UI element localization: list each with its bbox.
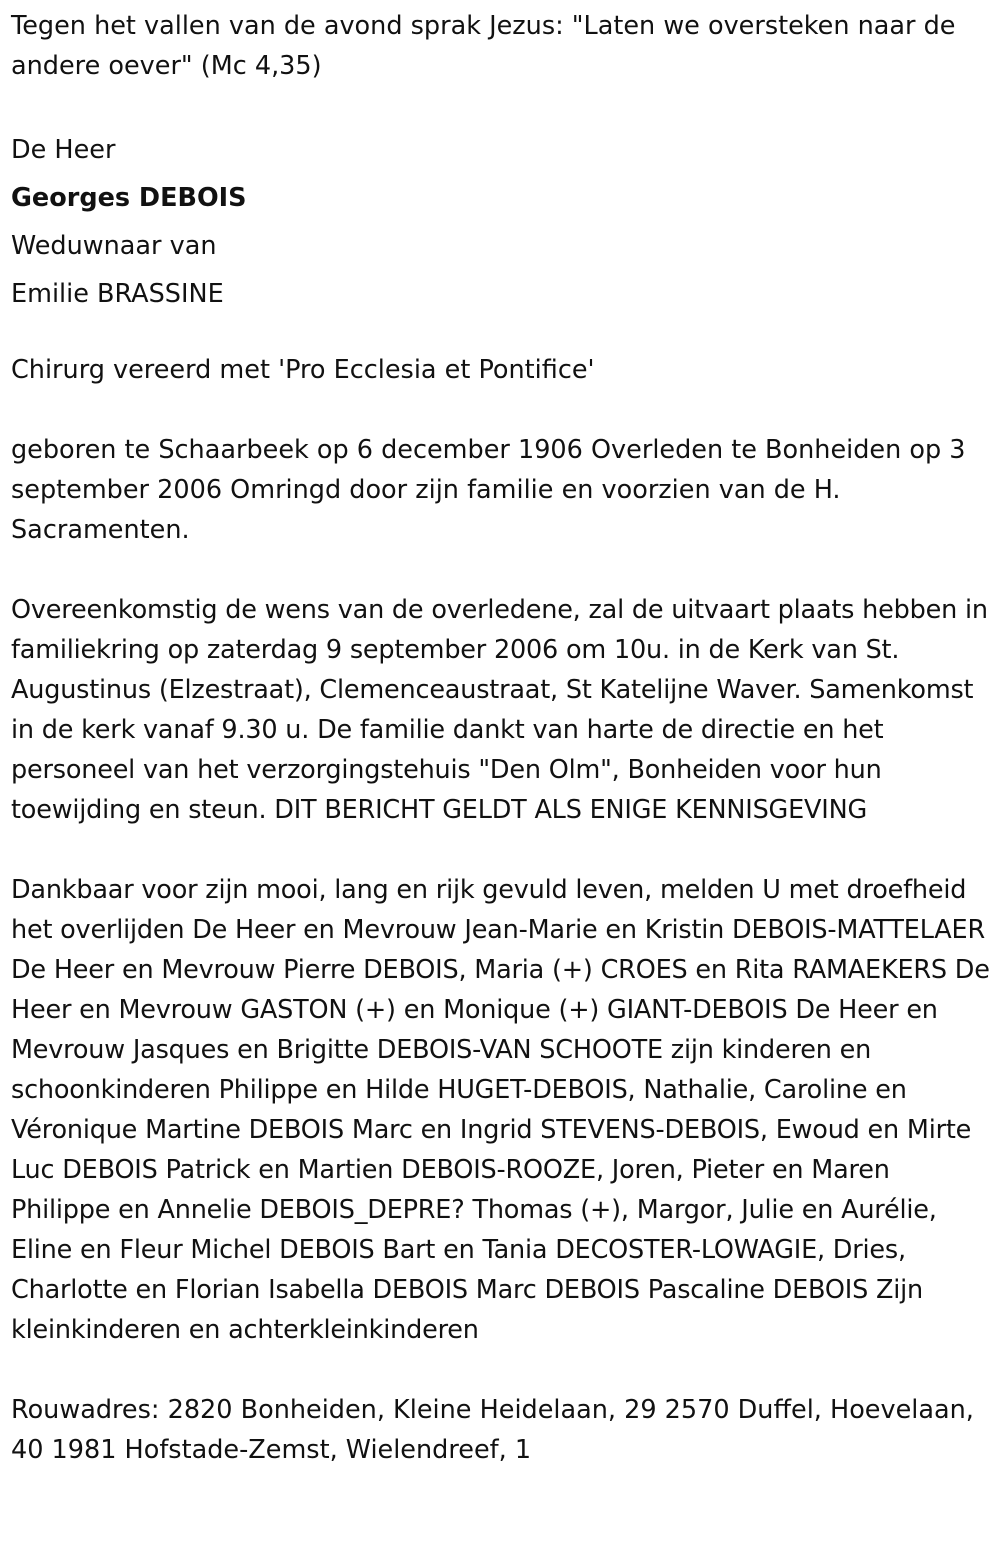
- spacer: [11, 390, 990, 430]
- mourning-address: Rouwadres: 2820 Bonheiden, Kleine Heidelaan, 29 2570 Duffel, Hoevelaan, 40 1981 Hofstade-Zemst, Wielendreef, 1: [11, 1395, 974, 1465]
- birth-death-paragraph: geboren te Schaarbeek op 6 december 1906 Overleden te Bonheiden op 3 september 2006 Omringd door zijn familie en voorzien van de H. Sacramenten.: [11, 435, 966, 545]
- widower-label: Weduwnaar van: [11, 231, 217, 261]
- spouse-name: Emilie BRASSINE: [11, 279, 224, 309]
- spacer: [11, 1350, 990, 1390]
- title-prefix: De Heer: [11, 135, 116, 165]
- spacer: [11, 830, 990, 870]
- spacer: [11, 86, 990, 126]
- deceased-name: Georges DEBOIS: [11, 183, 247, 213]
- bible-quote: Tegen het vallen van de avond sprak Jezus: "Laten we oversteken naar de andere oever" (Mc 4,35): [11, 11, 956, 81]
- spacer: [11, 318, 990, 350]
- spacer: [11, 550, 990, 590]
- funeral-paragraph: Overeenkomstig de wens van de overledene, zal de uitvaart plaats hebben in familiekring op zaterdag 9 september 2006 om 10u. in de Kerk van St. Augustinus (Elzestraat), Clemenceaustraat, St Katelijne Waver. Samenkomst in de kerk vanaf 9.30 u. De familie dankt van harte de directie en het personeel van het verzorgingstehuis "Den Olm", Bonheiden voor hun toewijding en steun. DIT BERICHT GELDT ALS ENIGE KENNISGEVING: [11, 595, 988, 825]
- family-paragraph: Dankbaar voor zijn mooi, lang en rijk gevuld leven, melden U met droefheid het overlijden De Heer en Mevrouw Jean-Marie en Kristin DEBOIS-MATTELAER De Heer en Mevrouw Pierre DEBOIS, Maria (+) CROES en Rita RAMAEKERS De Heer en Mevrouw GASTON (+) en Monique (+) GIANT-DEBOIS De Heer en Mevrouw Jasques en Brigitte DEBOIS-VAN SCHOOTE zijn kinderen en schoonkinderen Philippe en Hilde HUGET-DEBOIS, Nathalie, Caroline en Véronique Martine DEBOIS Marc en Ingrid STEVENS-DEBOIS, Ewoud en Mirte Luc DEBOIS Patrick en Martien DEBOIS-ROOZE, Joren, Pieter en Maren Philippe en Annelie DEBOIS_DEPRE? Thomas (+), Margor, Julie en Aurélie, Eline en Fleur Michel DEBOIS Bart en Tania DECOSTER-LOWAGIE, Dries, Charlotte en Florian Isabella DEBOIS Marc DEBOIS Pascaline DEBOIS Zijn kleinkinderen en achterkleinkinderen: [11, 875, 990, 1345]
- profession-text: Chirurg vereerd met 'Pro Ecclesia et Pontifice': [11, 355, 595, 385]
